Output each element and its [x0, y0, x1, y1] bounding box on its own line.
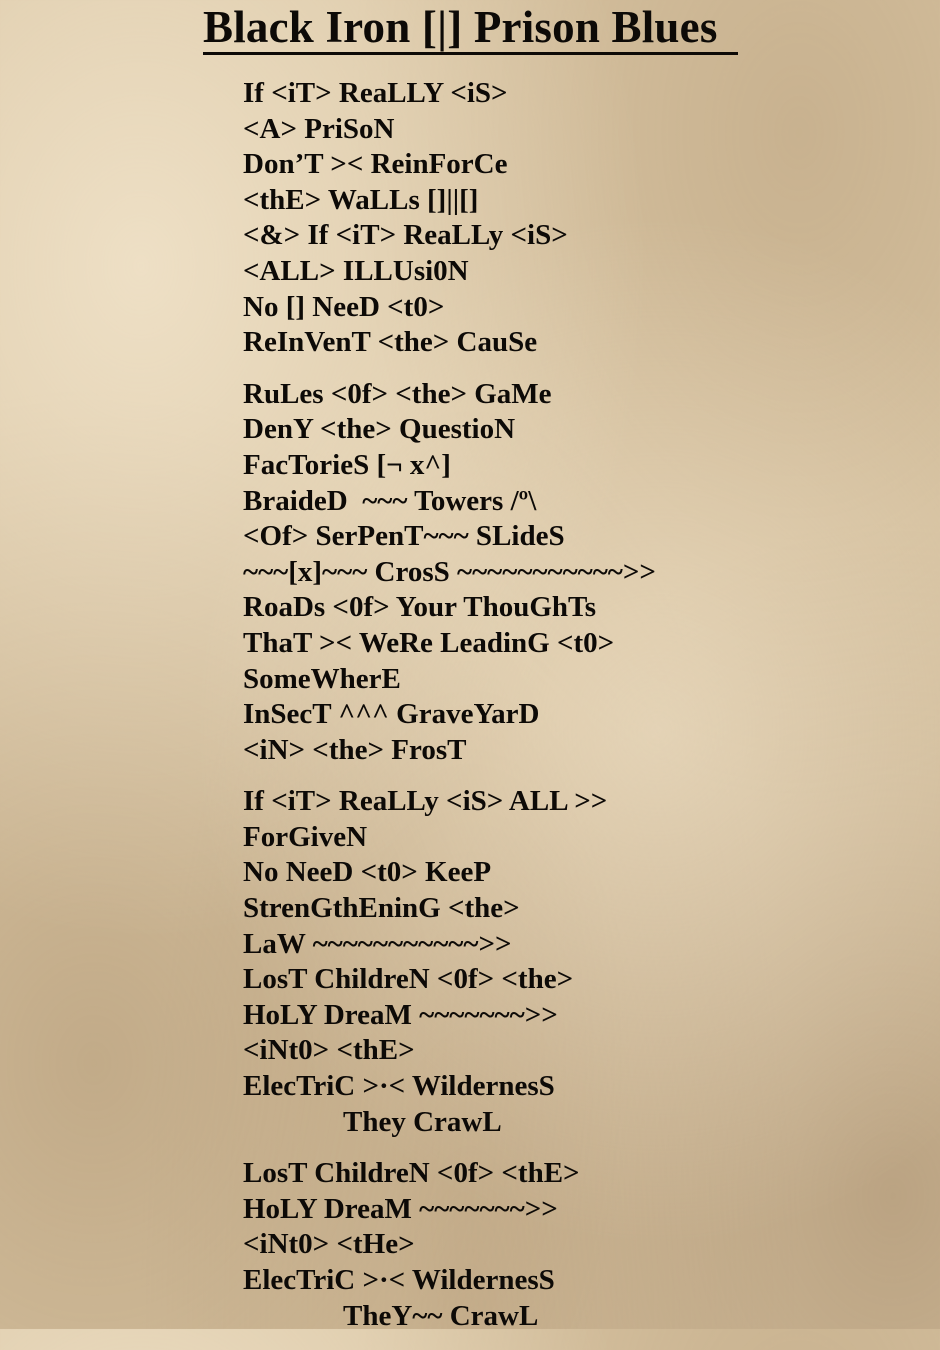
poem-line: ForGiveN — [243, 820, 368, 853]
poem-line: ElecTriC >·< WildernesS — [243, 1264, 555, 1296]
title-underline — [203, 52, 738, 55]
poem-line: <thE> WaLLs []||[] — [243, 183, 479, 216]
stanza-2 — [243, 377, 903, 769]
poem-line: No NeeD <t0> KeeP — [243, 856, 492, 889]
poem-line-indented: They CrawL — [343, 1105, 502, 1138]
poem-line: Don’T >< ReinForCe — [243, 148, 508, 181]
poem-line: FacTorieS [¬ x^] — [243, 448, 451, 481]
poem-line-indented: TheY~~ CrawL — [343, 1299, 539, 1332]
poem-line: LosT ChildreN <0f> <the> — [243, 963, 574, 996]
poem-line: StrenGthEninG <the> — [243, 892, 520, 925]
poem-line: InSecT ^^^ GraveYarD — [243, 698, 540, 731]
poem-line: <A> PriSoN — [243, 112, 395, 145]
poem-title: Black Iron [|] Prison Blues — [203, 2, 718, 52]
poem-line: <iNt0> <tHe> — [243, 1228, 415, 1261]
poem-line: RoaDs <0f> Your ThouGhTs — [243, 591, 596, 624]
poem-line: ThaT >< WeRe LeadinG <t0> — [243, 626, 615, 659]
poem-line: SomeWherE — [243, 662, 401, 695]
poem-line: ReInVenT <the> CauSe — [243, 326, 538, 359]
poem-line: <iNt0> <thE> — [243, 1034, 415, 1067]
stanza-1 — [243, 76, 903, 361]
poem-body — [243, 76, 903, 1350]
poem-line: DenY <the> QuestioN — [243, 413, 516, 446]
stanza-3 — [243, 784, 903, 1140]
poem-line: If <iT> ReaLLY <iS> — [243, 77, 508, 109]
poem-line: BraideD ~~~ Towers /º\ — [243, 484, 537, 517]
stanza-4 — [243, 1156, 903, 1334]
poem-line: LosT ChildreN <0f> <thE> — [243, 1157, 580, 1190]
poem-line: <ALL> ILLUsi0N — [243, 254, 469, 287]
poem-line: No [] NeeD <t0> — [243, 290, 445, 323]
poem-line: <iN> <the> FrosT — [243, 733, 467, 766]
poem-line: <Of> SerPenT~~~ SLideS — [243, 520, 565, 553]
poem-line: <&> If <iT> ReaLLy <iS> — [243, 219, 568, 252]
poem-line: RuLes <0f> <the> GaMe — [243, 377, 552, 410]
poem-line: HoLY DreaM ~~~~~~~>> — [243, 1192, 558, 1225]
poem-line: HoLY DreaM ~~~~~~~>> — [243, 998, 558, 1031]
poem-line: ElecTriC >·< WildernesS — [243, 1070, 555, 1103]
poem-line: LaW ~~~~~~~~~~~>> — [243, 927, 512, 960]
poem-line: If <iT> ReaLLy <iS> ALL >> — [243, 785, 608, 818]
poem-line: ~~~[x]~~~ CrosS ~~~~~~~~~~~>> — [243, 555, 656, 588]
